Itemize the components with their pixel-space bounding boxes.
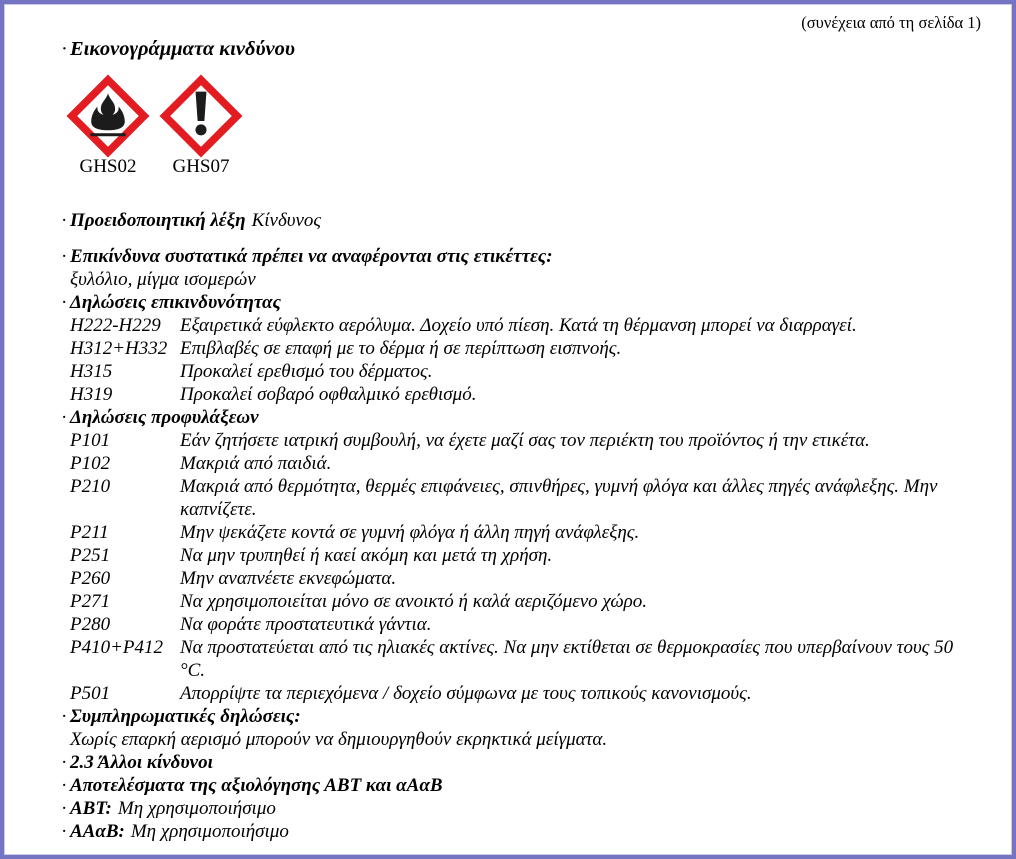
pbt-assessment-heading-label: Αποτελέσματα της αξιολόγησης ΑΒΤ και αΑαΒ — [70, 775, 443, 796]
pictogram-row — [66, 74, 981, 177]
hazard-statements-heading-label: Δηλώσεις επικινδυνότητας — [70, 292, 281, 313]
statement-text: Μην αναπνέετε εκνεφώματα. — [180, 568, 397, 589]
bullet-marker: · — [61, 292, 68, 313]
other-hazards-heading-label: 2.3 Άλλοι κίνδυνοι — [70, 752, 213, 773]
precautionary-statement-row — [61, 452, 981, 475]
statement-code: P211 — [70, 522, 109, 543]
precautionary-statements-heading-label: Δηλώσεις προφυλάξεων — [70, 407, 259, 428]
precautionary-statement-row — [61, 475, 981, 521]
flame-icon — [66, 74, 150, 158]
statement-code: H319 — [70, 384, 113, 405]
statement-text: Μην ψεκάζετε κοντά σε γυμνή φλόγα ή άλλη πηγή ανάφλεξης. — [180, 522, 640, 543]
signal-word-line — [61, 209, 981, 232]
precautionary-statements-heading — [61, 406, 981, 429]
statement-text: Προκαλεί ερεθισμό του δέρματος. — [180, 361, 433, 382]
signal-word-value: Κίνδυνος — [251, 210, 322, 231]
bullet-marker: · — [61, 407, 68, 428]
statement-code: P410+P412 — [70, 637, 164, 658]
statement-code: P102 — [70, 453, 111, 474]
supplemental-heading-label: Συμπληρωματικές δηλώσεις: — [70, 706, 301, 727]
bullet-marker: · — [61, 706, 68, 727]
statement-code: P210 — [70, 476, 111, 497]
precautionary-statement-row — [61, 590, 981, 613]
pbt-value: Μη χρησιμοποιήσιμο — [117, 798, 276, 819]
statement-code: P101 — [70, 430, 111, 451]
statement-text: Εξαιρετικά εύφλεκτο αερόλυμα. Δοχείο υπό πίεση. Κατά τη θέρμανση μπορεί να διαρραγεί. — [180, 315, 857, 336]
bullet-marker: · — [61, 775, 68, 796]
statement-code: P280 — [70, 614, 111, 635]
hazard-statement-row — [61, 337, 981, 360]
precautionary-statement-row — [61, 544, 981, 567]
pictogram-ghs07-label: GHS07 — [172, 156, 230, 177]
precautionary-statement-row — [61, 613, 981, 636]
statement-text: Μακριά από παιδιά. — [180, 453, 332, 474]
bullet-marker: · — [61, 246, 68, 267]
statement-code: H222-H229 — [70, 315, 161, 336]
hazard-statement-row — [61, 383, 981, 406]
precautionary-statement-row — [61, 682, 981, 705]
statement-code: P260 — [70, 568, 111, 589]
signal-word-label: Προειδοποιητική λέξη — [70, 210, 246, 231]
vpvb-value: Μη χρησιμοποιήσιμο — [130, 821, 289, 842]
bullet-marker: · — [61, 752, 68, 773]
statement-text: Εάν ζητήσετε ιατρική συμβουλή, να έχετε μαζί σας τον περιέκτη του προϊόντος ή την ετικέτα. — [180, 430, 870, 451]
pictogram-ghs07 — [159, 74, 243, 177]
statement-text: Επιβλαβές σε επαφή με το δέρμα ή σε περίπτωση εισπνοής. — [180, 338, 622, 359]
pictogram-ghs02 — [66, 74, 150, 177]
statement-code: H312+H332 — [70, 338, 168, 359]
statement-code: P251 — [70, 545, 111, 566]
statement-text: Απορρίψτε τα περιεχόμενα / δοχείο σύμφωνα με τους τοπικούς κανονισμούς. — [180, 683, 752, 704]
supplemental-heading — [61, 705, 981, 728]
precautionary-statement-row — [61, 521, 981, 544]
bullet-marker: · — [61, 38, 68, 60]
pictogram-ghs02-label: GHS02 — [79, 156, 137, 177]
hazardous-components-heading — [61, 245, 981, 268]
pbt-label: ΑΒΤ: — [70, 798, 112, 819]
statement-text: Να προστατεύεται από τις ηλιακές ακτίνες. Να μην εκτίθεται σε θερμοκρασίες που υπερβαίνουν τους 50 °C. — [180, 637, 954, 681]
hazardous-components-value: ξυλόλιο, μίγμα ισομερών — [70, 269, 256, 290]
statement-text: Προκαλεί σοβαρό οφθαλμικό ερεθισμό. — [180, 384, 477, 405]
pbt-assessment-heading — [61, 774, 981, 797]
other-hazards-heading — [61, 751, 981, 774]
pictograms-heading — [61, 38, 981, 61]
precautionary-statement-row — [61, 429, 981, 452]
hazardous-components-heading-label: Επικίνδυνα συστατικά πρέπει να αναφέρονται στις ετικέττες: — [70, 246, 553, 267]
pictograms-section — [61, 38, 981, 177]
statement-code: H315 — [70, 361, 113, 382]
statement-text: Να μην τρυπηθεί ή καεί ακόμη και μετά τη χρήση. — [180, 545, 553, 566]
vpvb-result-line — [61, 820, 981, 843]
statement-text: Μακριά από θερμότητα, θερμές επιφάνειες, σπινθήρες, γυμνή φλόγα και άλλες πηγές ανάφλεξης. Μην καπνίζετε. — [180, 476, 938, 520]
exclamation-icon — [159, 74, 243, 158]
bullet-marker: · — [61, 210, 68, 231]
hazard-statement-row — [61, 360, 981, 383]
precautionary-statement-row — [61, 567, 981, 590]
precautionary-statement-row — [61, 636, 981, 682]
pictograms-heading-label: Εικονογράμματα κινδύνου — [70, 38, 295, 60]
continuation-note: (συνέχεια από τη σελίδα 1) — [801, 13, 981, 32]
bullet-marker: · — [61, 798, 68, 819]
hazard-statement-row — [61, 314, 981, 337]
bullet-marker: · — [61, 821, 68, 842]
statement-text: Να φοράτε προστατευτικά γάντια. — [180, 614, 432, 635]
statement-code: P271 — [70, 591, 111, 612]
statement-text: Να χρησιμοποιείται μόνο σε ανοικτό ή καλά αεριζόμενο χώρο. — [180, 591, 648, 612]
vpvb-label: ΑΑαΒ: — [70, 821, 125, 842]
pbt-result-line — [61, 797, 981, 820]
supplemental-text: Χωρίς επαρκή αερισμό μπορούν να δημιουργηθούν εκρηκτικά μείγματα. — [70, 729, 608, 750]
statement-code: P501 — [70, 683, 111, 704]
hazard-statements-heading — [61, 291, 981, 314]
